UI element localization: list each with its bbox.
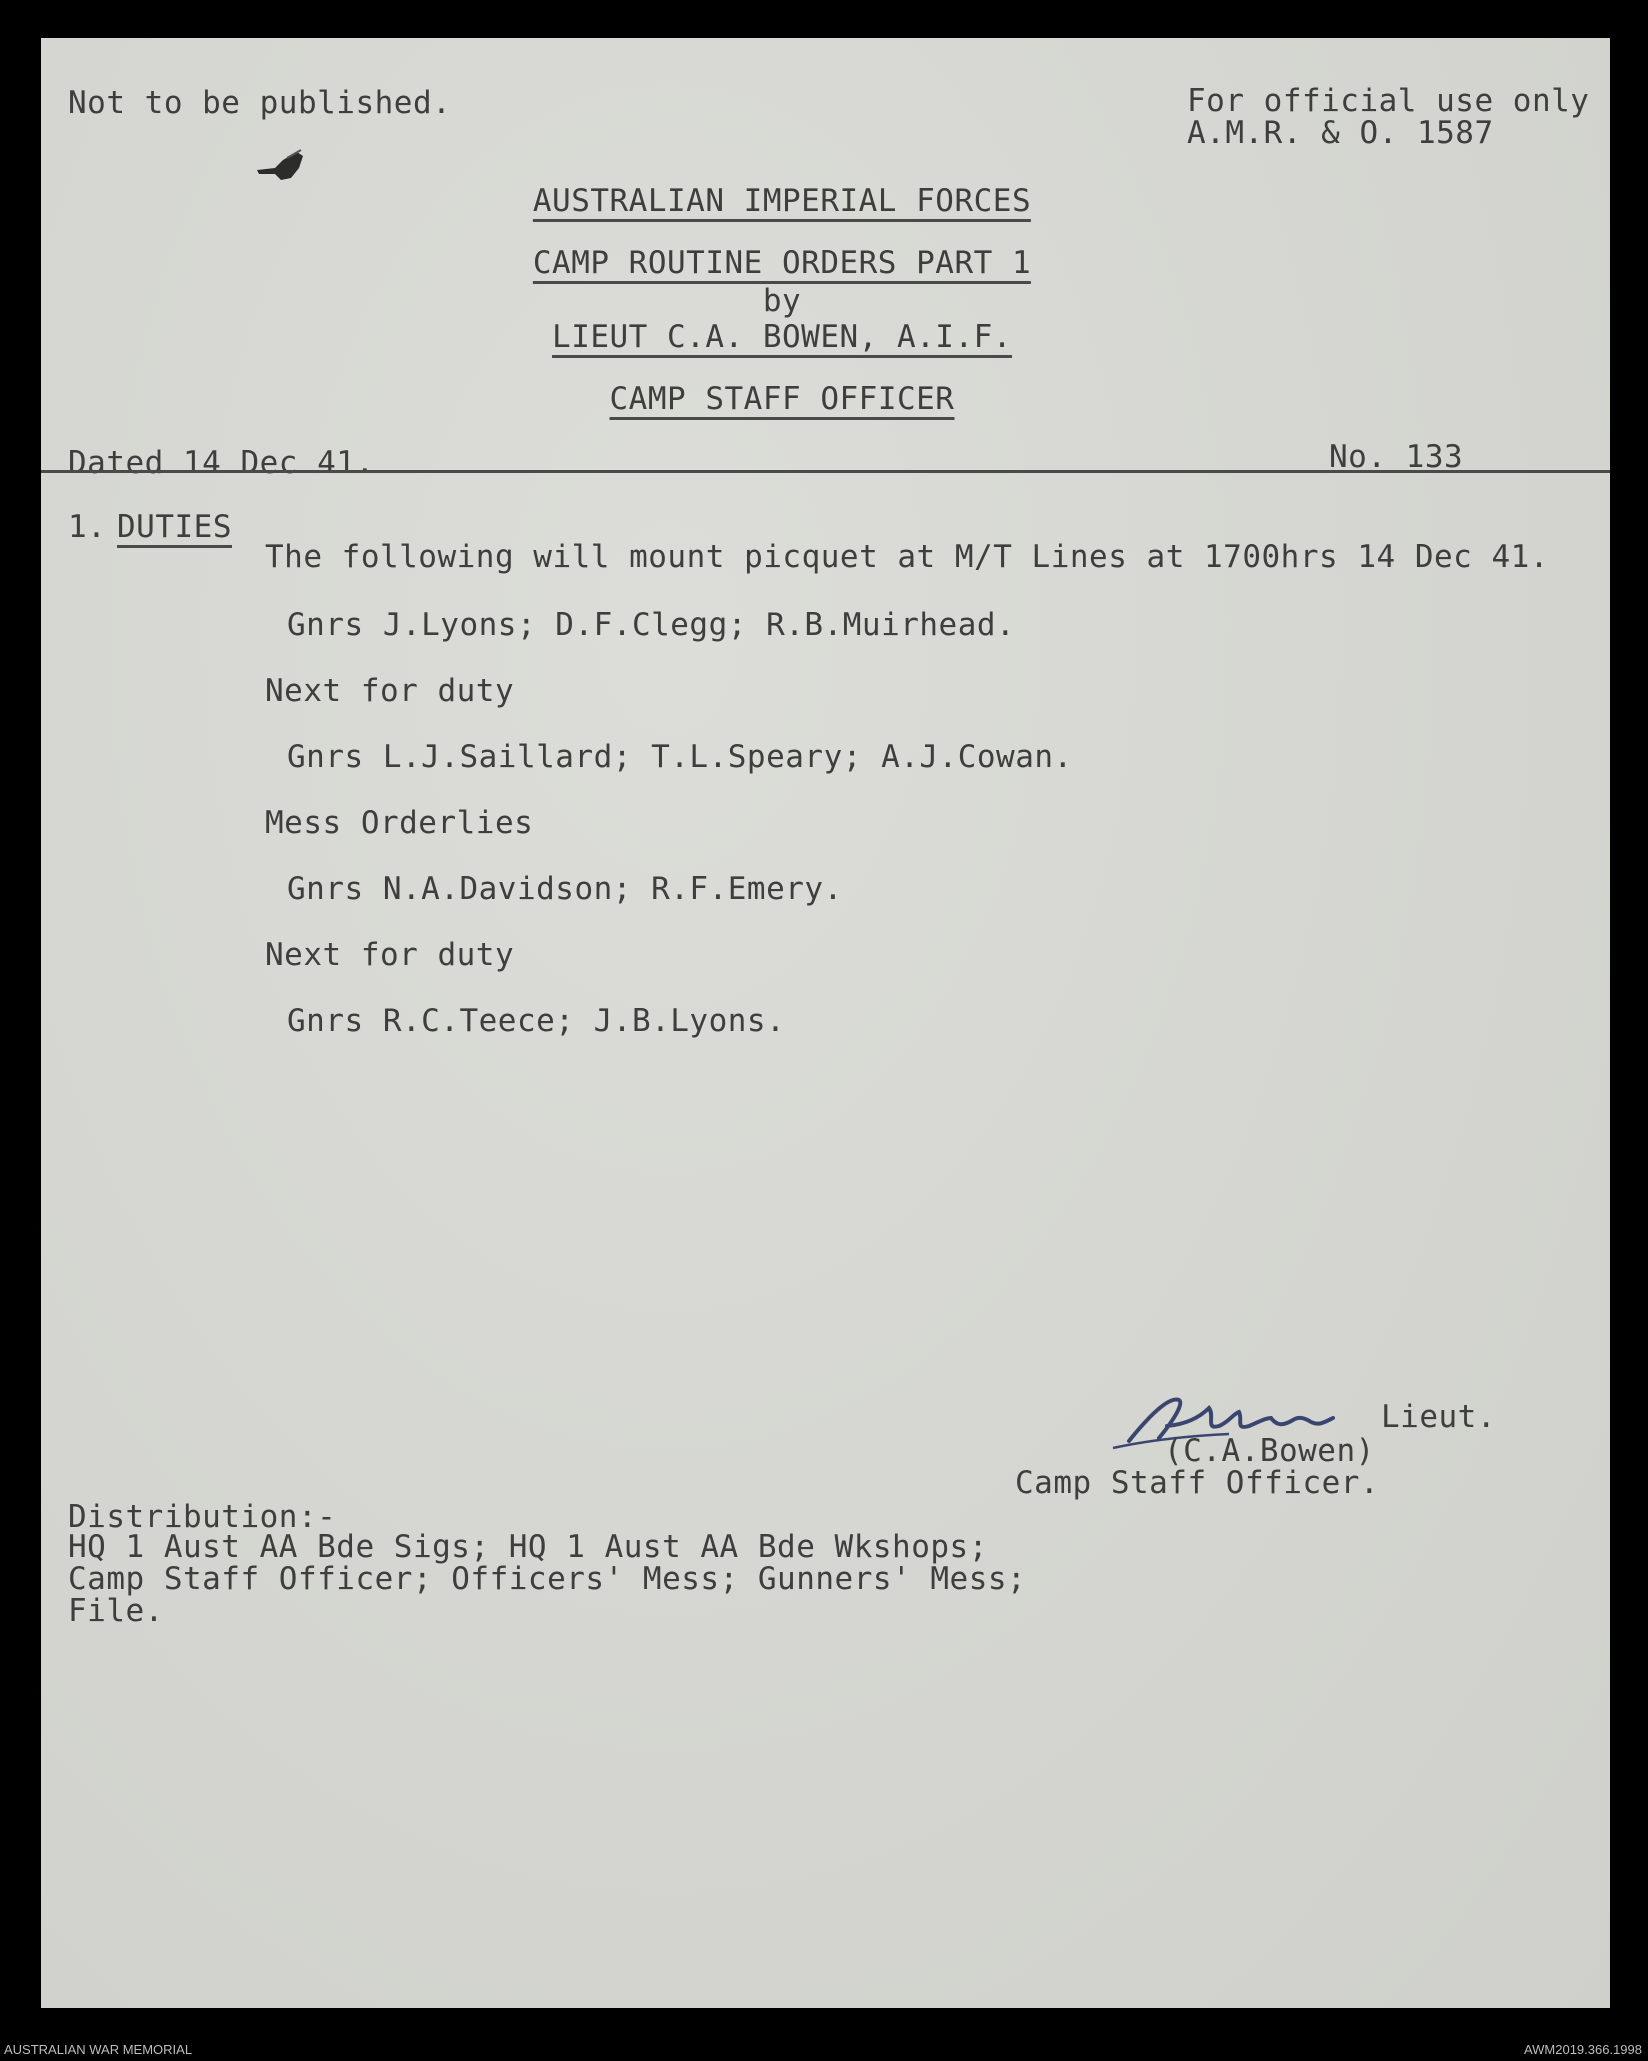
amr-reference: A.M.R. & O. 1587: [1187, 115, 1494, 151]
section-heading: DUTIES: [117, 512, 232, 548]
distribution-line: Camp Staff Officer; Officers' Mess; Gunners' Mess;: [68, 1561, 1027, 1597]
official-use-note: For official use only: [1187, 83, 1590, 119]
duty-line: Next for duty: [265, 673, 515, 709]
title-staff-officer: CAMP STAFF OFFICER: [610, 384, 955, 420]
duty-line: Next for duty: [265, 937, 515, 973]
order-number: No. 133: [1329, 439, 1464, 475]
duty-line: Gnrs L.J.Saillard; T.L.Speary; A.J.Cowan.: [287, 739, 1073, 775]
signature-rank: Lieut.: [1381, 1399, 1496, 1435]
section-number: 1.: [68, 509, 107, 545]
header-rule: [41, 470, 1610, 473]
not-published-note: Not to be published.: [68, 85, 452, 121]
distribution-heading: Distribution:-: [68, 1499, 337, 1535]
title-officer-name: LIEUT C.A. BOWEN, A.I.F.: [552, 322, 1012, 358]
duty-line: Gnrs R.C.Teece; J.B.Lyons.: [287, 1003, 786, 1039]
title-orders: CAMP ROUTINE ORDERS PART 1: [533, 248, 1031, 284]
duty-line: Mess Orderlies: [265, 805, 534, 841]
archive-caption-right: AWM2019.366.1998: [1523, 2042, 1642, 2057]
dated-line: Dated 14 Dec 41.: [68, 445, 375, 481]
punch-hole-mark: [247, 142, 317, 202]
distribution-line: HQ 1 Aust AA Bde Sigs; HQ 1 Aust AA Bde Wkshops;: [68, 1529, 988, 1565]
duty-line: Gnrs J.Lyons; D.F.Clegg; R.B.Muirhead.: [287, 607, 1016, 643]
signature-title: Camp Staff Officer.: [1015, 1465, 1380, 1501]
distribution-line: File.: [68, 1593, 164, 1629]
section-intro: The following will mount picquet at M/T Lines at 1700hrs 14 Dec 41.: [265, 539, 1549, 575]
signature-name: (C.A.Bowen): [1164, 1433, 1375, 1469]
title-by: by: [762, 283, 802, 319]
archive-caption-left: AUSTRALIAN WAR MEMORIAL: [4, 2042, 193, 2057]
document-page: [41, 38, 1610, 2008]
title-forces: AUSTRALIAN IMPERIAL FORCES: [533, 186, 1031, 222]
duty-line: Gnrs N.A.Davidson; R.F.Emery.: [287, 871, 843, 907]
